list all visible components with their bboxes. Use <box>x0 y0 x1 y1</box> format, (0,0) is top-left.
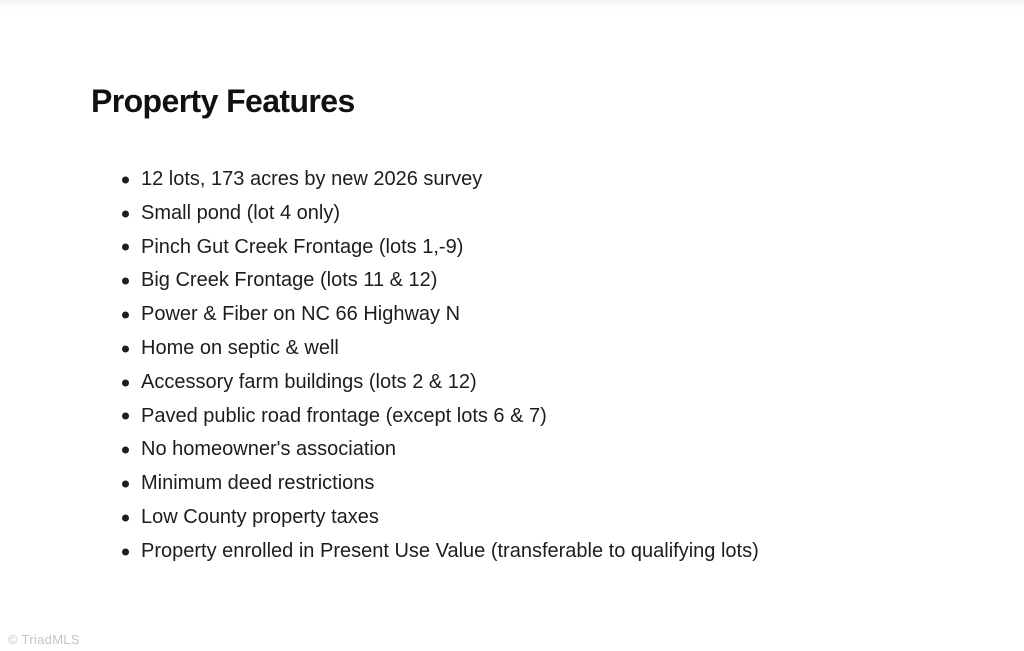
feature-item: Small pond (lot 4 only) <box>121 197 759 231</box>
feature-item: Low County property taxes <box>121 501 759 535</box>
feature-item: Big Creek Frontage (lots 11 & 12) <box>121 264 759 298</box>
feature-item: Accessory farm buildings (lots 2 & 12) <box>121 366 759 400</box>
feature-item: Minimum deed restrictions <box>121 467 759 501</box>
feature-item: 12 lots, 173 acres by new 2026 survey <box>121 163 759 197</box>
feature-item: Paved public road frontage (except lots 6 & 7) <box>121 400 759 434</box>
feature-item: No homeowner's association <box>121 433 759 467</box>
feature-item: Home on septic & well <box>121 332 759 366</box>
feature-item: Power & Fiber on NC 66 Highway N <box>121 298 759 332</box>
top-border <box>0 0 1024 11</box>
page-title: Property Features <box>91 83 355 119</box>
feature-list <box>121 163 759 569</box>
feature-item: Pinch Gut Creek Frontage (lots 1,-9) <box>121 231 759 265</box>
feature-item: Property enrolled in Present Use Value (transferable to qualifying lots) <box>121 535 759 569</box>
copyright-text: © TriadMLS <box>8 632 80 647</box>
